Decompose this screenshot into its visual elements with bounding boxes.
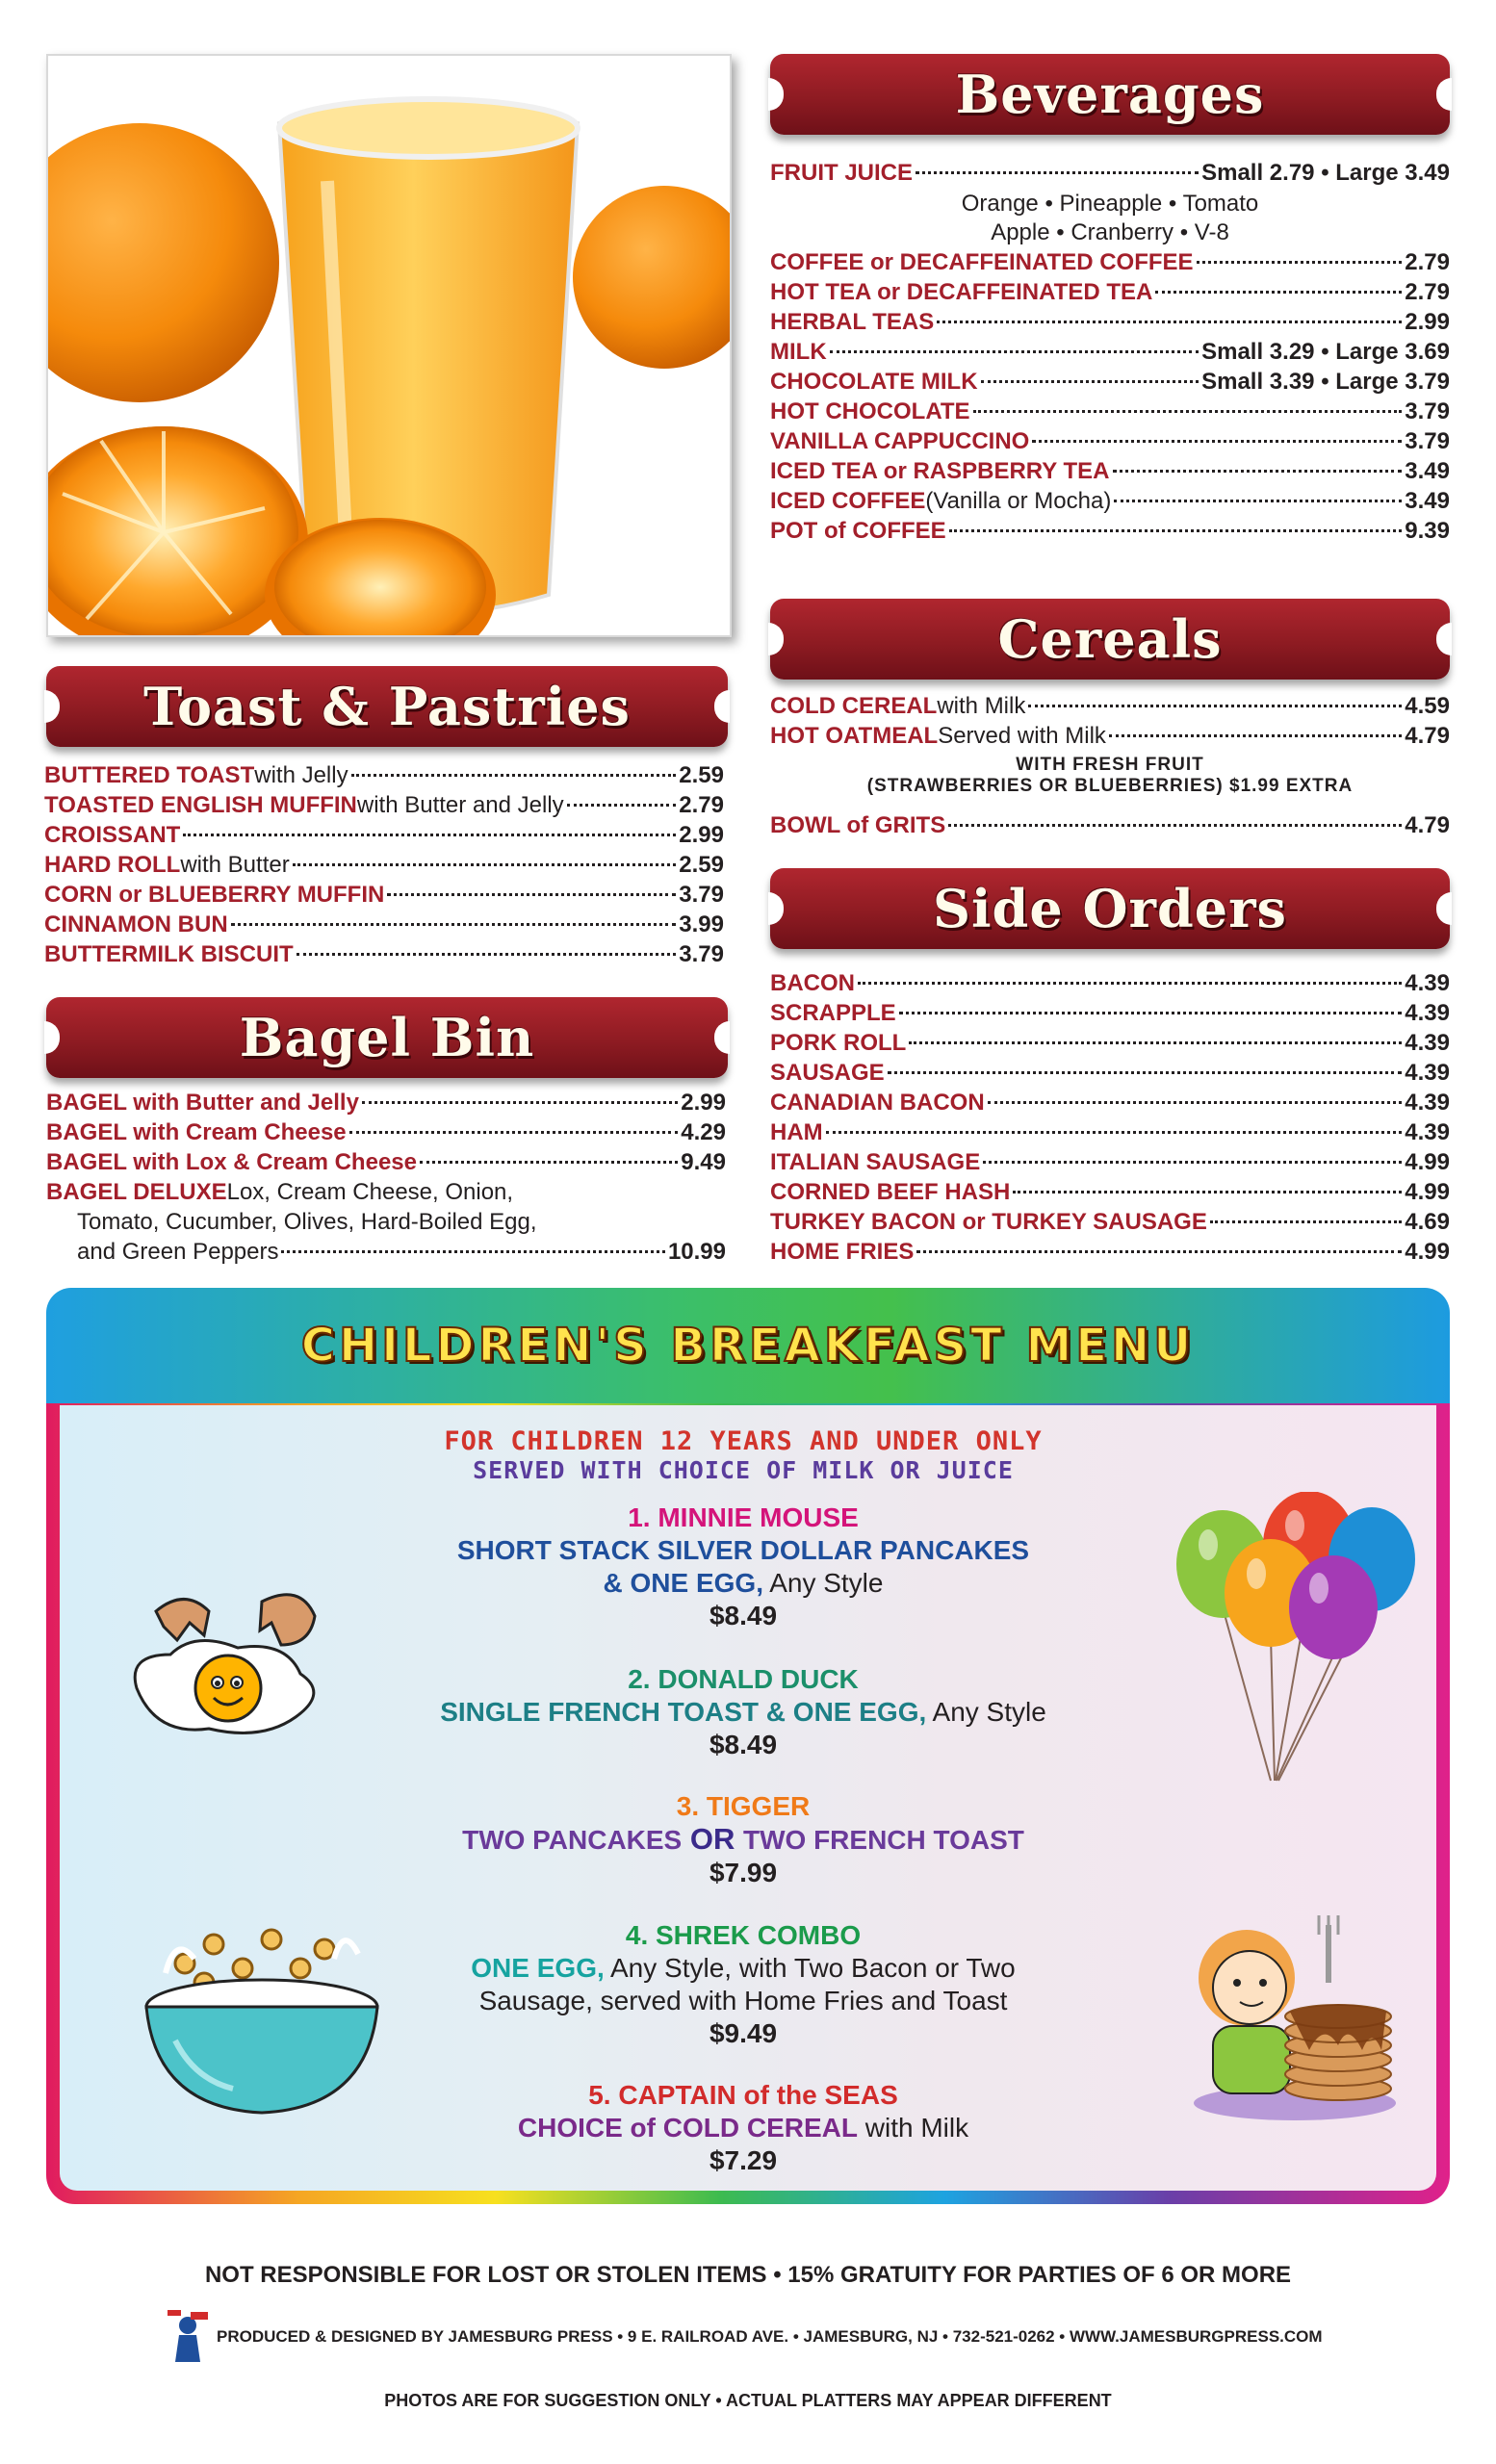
menu-item: POT of COFFEE 9.39	[770, 518, 1450, 544]
childrens-menu-body	[60, 1405, 1436, 2191]
bagel-list	[46, 1088, 726, 1267]
menu-item: BOWL of GRITS 4.79	[770, 812, 1450, 838]
balloons-illustration	[1165, 1492, 1415, 1800]
footer-policy: NOT RESPONSIBLE FOR LOST OR STOLEN ITEMS • 15% GRATUITY FOR PARTIES OF 6 OR MORE	[204, 2262, 1292, 2288]
menu-item: BAGEL with Butter and Jelly 2.99	[46, 1090, 726, 1116]
orange-juice-photo	[46, 54, 732, 637]
kids-age-note: FOR CHILDREN 12 YEARS AND UNDER ONLY	[444, 1426, 1043, 1456]
beverages-banner	[770, 54, 1450, 135]
toast-list	[44, 760, 724, 969]
menu-item: HOME FRIES 4.99	[770, 1239, 1450, 1265]
footer-photo-disclaimer: PHOTOS ARE FOR SUGGESTION ONLY • ACTUAL PLATTERS MAY APPEAR DIFFERENT	[384, 2391, 1112, 2410]
menu-item: HOT TEA or DECAFFEINATED TEA 2.79	[770, 279, 1450, 305]
childrens-menu-header	[46, 1288, 1450, 1403]
menu-item: HOT CHOCOLATE 3.79	[770, 398, 1450, 424]
menu-item: TOASTED ENGLISH MUFFIN with Butter and Jelly 2.79	[44, 792, 724, 818]
menu-item: SAUSAGE 4.39	[770, 1060, 1450, 1086]
beverages-list	[770, 158, 1450, 546]
menu-item: CINNAMON BUN 3.99	[44, 911, 724, 937]
side-orders-list	[770, 968, 1450, 1267]
menu-item: TURKEY BACON or TURKEY SAUSAGE 4.69	[770, 1209, 1450, 1235]
menu-item: CHOCOLATE MILK Small 3.39 • Large 3.79	[770, 369, 1450, 395]
menu-item: VANILLA CAPPUCCINO 3.79	[770, 428, 1450, 454]
fruit-note: (STRAWBERRIES OR BLUEBERRIES) $1.99 EXTRA	[866, 776, 1354, 796]
cereals-title: Cereals	[997, 608, 1223, 670]
bagel-title: Bagel Bin	[239, 1007, 535, 1068]
menu-item: FRUIT JUICE Small 2.79 • Large 3.49	[770, 160, 1450, 186]
menu-item: BUTTERMILK BISCUIT 3.79	[44, 941, 724, 967]
fried-egg-illustration	[117, 1563, 339, 1746]
menu-item: ICED TEA or RASPBERRY TEA 3.49	[770, 458, 1450, 484]
menu-item: BUTTERED TOAST with Jelly 2.59	[44, 762, 724, 788]
menu-item: ITALIAN SAUSAGE 4.99	[770, 1149, 1450, 1175]
menu-item: BAGEL DELUXE Lox, Cream Cheese, Onion,	[46, 1179, 514, 1205]
juice-flavors: Apple • Cranberry • V-8	[991, 219, 1229, 245]
cereals-list	[770, 691, 1450, 840]
child-pancakes-illustration	[1184, 1906, 1406, 2127]
menu-item: CORNED BEEF HASH 4.99	[770, 1179, 1450, 1205]
childrens-menu-panel	[46, 1288, 1450, 2204]
fruit-note: WITH FRESH FRUIT	[1016, 755, 1204, 775]
beverages-title: Beverages	[955, 64, 1265, 125]
menu-item: BACON 4.39	[770, 970, 1450, 996]
menu-item: and Green Peppers 10.99	[77, 1239, 726, 1265]
menu-item: HOT OATMEAL Served with Milk 4.79	[770, 723, 1450, 749]
toast-title: Toast & Pastries	[143, 676, 631, 737]
orange-juice-illustration	[48, 56, 732, 637]
menu-item: BAGEL with Lox & Cream Cheese 9.49	[46, 1149, 726, 1175]
cereals-banner	[770, 599, 1450, 680]
kids-item-3: 3. TIGGER TWO PANCAKES OR TWO FRENCH TOAST $7.99	[462, 1791, 1024, 1887]
menu-item: MILK Small 3.29 • Large 3.69	[770, 339, 1450, 365]
kids-drink-note: SERVED WITH CHOICE OF MILK OR JUICE	[473, 1456, 1014, 1484]
toast-banner	[46, 666, 728, 747]
footer-producer: PRODUCED & DESIGNED BY JAMESBURG PRESS • 9 E. RAILROAD AVE. • JAMESBURG, NJ • 732-521-0262 • WWW.JAMESBURGPRESS.COM	[217, 2327, 1323, 2346]
kids-item-5: 5. CAPTAIN of the SEAS CHOICE of COLD CEREAL with Milk $7.29	[517, 2080, 969, 2175]
juice-flavors: Orange • Pineapple • Tomato	[961, 191, 1259, 217]
side-orders-banner	[770, 868, 1450, 949]
bagel-banner	[46, 997, 728, 1078]
side-orders-title: Side Orders	[933, 878, 1287, 939]
menu-item-desc: Tomato, Cucumber, Olives, Hard-Boiled Egg,	[77, 1209, 537, 1235]
menu-item: ICED COFFEE (Vanilla or Mocha) 3.49	[770, 488, 1450, 514]
menu-item: HERBAL TEAS 2.99	[770, 309, 1450, 335]
jamesburg-press-logo-icon	[166, 2306, 210, 2362]
kids-item-2: 2. DONALD DUCK SINGLE FRENCH TOAST & ONE EGG, Any Style $8.49	[440, 1664, 1046, 1759]
kids-item-4: 4. SHREK COMBO ONE EGG, Any Style, with Two Bacon or Two Sausage, served with Home Fries and Toast $9.49	[471, 1920, 1016, 2048]
menu-item: CANADIAN BACON 4.39	[770, 1090, 1450, 1116]
menu-item: SCRAPPLE 4.39	[770, 1000, 1450, 1026]
menu-item: CROISSANT 2.99	[44, 822, 724, 848]
menu-item: COFFEE or DECAFFEINATED COFFEE 2.79	[770, 249, 1450, 275]
kids-item-1: 1. MINNIE MOUSE SHORT STACK SILVER DOLLAR PANCAKES & ONE EGG, Any Style $8.49	[456, 1502, 1030, 1630]
menu-item: COLD CEREAL with Milk 4.59	[770, 693, 1450, 719]
menu-item: BAGEL with Cream Cheese 4.29	[46, 1119, 726, 1145]
menu-item: PORK ROLL 4.39	[770, 1030, 1450, 1056]
menu-item: HAM 4.39	[770, 1119, 1450, 1145]
cereal-bowl-illustration	[137, 1915, 387, 2137]
childrens-menu-title: CHILDREN'S BREAKFAST MENU	[300, 1319, 1196, 1373]
menu-item: CORN or BLUEBERRY MUFFIN 3.79	[44, 882, 724, 908]
menu-item: HARD ROLL with Butter 2.59	[44, 852, 724, 878]
